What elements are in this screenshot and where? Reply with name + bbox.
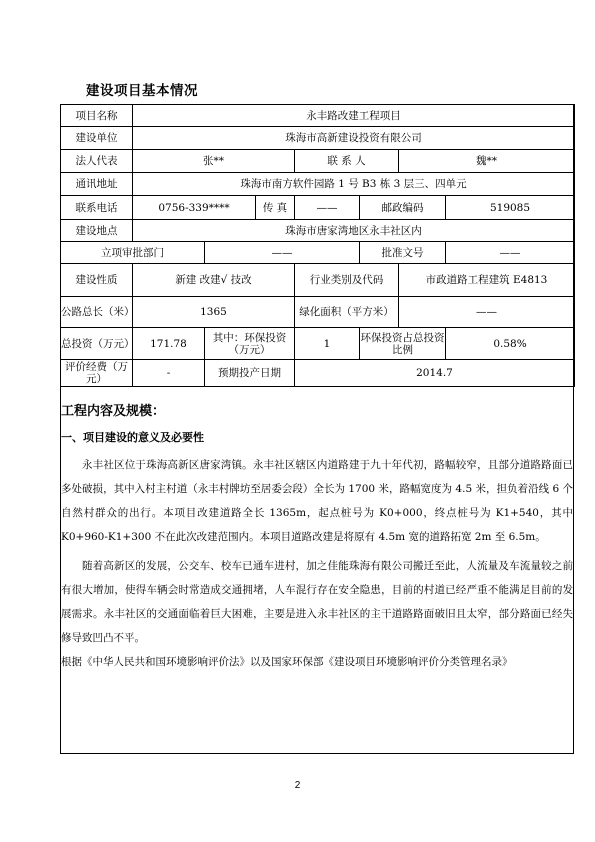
contact-label: 联 系 人	[295, 150, 399, 173]
paragraph: 随着高新区的发展，公交车、校车已通车进村，加之佳能珠海有限公司搬迁至此，人流量及车流量较之前有很大增加，使得车辆会时常造成交通拥堵，人车混行存在安全隐患，目前的村道已经严重不能满足目前的发展需求。永丰社区的交通面临着巨大困难，主要是进入永丰社区的主干道路路面破旧且太窄，部分路面已经失修导致凹凸不平。	[61, 560, 573, 644]
contact-value: 魏**	[399, 150, 575, 173]
table-row	[61, 297, 575, 328]
paragraph: 根据《中华人民共和国环境影响评价法》以及国家环保部《建设项目环境影响评价分类管理名录》	[61, 656, 513, 668]
fax-label: 传 真	[256, 196, 295, 220]
project-content	[61, 402, 573, 674]
address-label: 通讯地址	[61, 173, 133, 196]
page-number: 2	[294, 780, 301, 791]
env-ratio-value: 0.58%	[446, 328, 575, 360]
total-invest-value: 171.78	[133, 328, 205, 360]
env-invest-value: 1	[295, 328, 360, 360]
fax-value: ——	[295, 196, 360, 220]
project-info-table	[60, 104, 575, 387]
table-row	[61, 196, 575, 220]
table-row	[61, 220, 575, 242]
nature-label: 建设性质	[61, 264, 133, 297]
eval-fee-value: -	[133, 360, 205, 387]
location-value: 珠海市唐家湾地区永丰社区内	[133, 220, 575, 242]
nature-value: 新建 改建√ 技改	[133, 264, 295, 297]
approval-no-value: ——	[446, 242, 575, 264]
approval-no-label: 批准文号	[360, 242, 446, 264]
road-length-label: 公路总长（米）	[61, 297, 133, 328]
approval-dept-label: 立项审批部门	[61, 242, 205, 264]
table-row	[61, 242, 575, 264]
table-row	[61, 173, 575, 196]
env-invest-label: 其中：环保投资（万元）	[205, 328, 295, 360]
start-date-label: 预期投产日期	[205, 360, 295, 387]
unit-value: 珠海市高新建设投资有限公司	[133, 127, 575, 150]
location-label: 建设地点	[61, 220, 133, 242]
legal-rep-label: 法人代表	[61, 150, 133, 173]
green-area-label: 绿化面积（平方米）	[295, 297, 399, 328]
table-row	[61, 264, 575, 297]
table-row	[61, 127, 575, 150]
subsection-title: 一、项目建设的意义及必要性	[61, 431, 204, 444]
table-row	[61, 360, 575, 387]
project-name-label: 项目名称	[61, 105, 133, 127]
address-value: 珠海市南方软件园路 1 号 B3 栋 3 层三、四单元	[133, 173, 575, 196]
section-title: 工程内容及规模：	[61, 404, 166, 419]
table-row	[61, 328, 575, 360]
unit-label: 建设单位	[61, 127, 133, 150]
green-area-value: ——	[399, 297, 575, 328]
industry-value: 市政道路工程建筑 E4813	[399, 264, 575, 297]
start-date-value: 2014.7	[295, 360, 575, 387]
legal-rep-value: 张**	[133, 150, 295, 173]
page-title: 建设项目基本情况	[86, 83, 198, 99]
postcode-value: 519085	[446, 196, 575, 220]
industry-label: 行业类别及代码	[295, 264, 399, 297]
env-ratio-label: 环保投资占总投资比例	[360, 328, 446, 360]
road-length-value: 1365	[133, 297, 295, 328]
table-row	[61, 150, 575, 173]
total-invest-label: 总投资（万元）	[61, 328, 133, 360]
phone-label: 联系电话	[61, 196, 133, 220]
project-name-value: 永丰路改建工程项目	[133, 105, 575, 127]
approval-dept-value: ——	[205, 242, 360, 264]
paragraph: 永丰社区位于珠海高新区唐家湾镇。永丰社区辖区内道路建于九十年代初，路幅较窄，且部分道路路面已多处破损，其中入村主村道（永丰村牌坊至居委会段）全长为 1700 米，路幅宽度为 4.5 米，担负着沿线 6 个自然村群众的出行。本项目改建道路全长 1365m，起点桩号为 K0+000，终点桩号为 K1+540，其中 K0+960-K1+300 不在此次改建范围内。本项目道路改建是将原有 4.5m 宽的道路拓宽 2m 至 6.5m。	[61, 459, 573, 543]
phone-value: 0756-339****	[133, 196, 256, 220]
table-row	[61, 105, 575, 127]
postcode-label: 邮政编码	[360, 196, 446, 220]
eval-fee-label: 评价经费（万元）	[61, 360, 133, 387]
